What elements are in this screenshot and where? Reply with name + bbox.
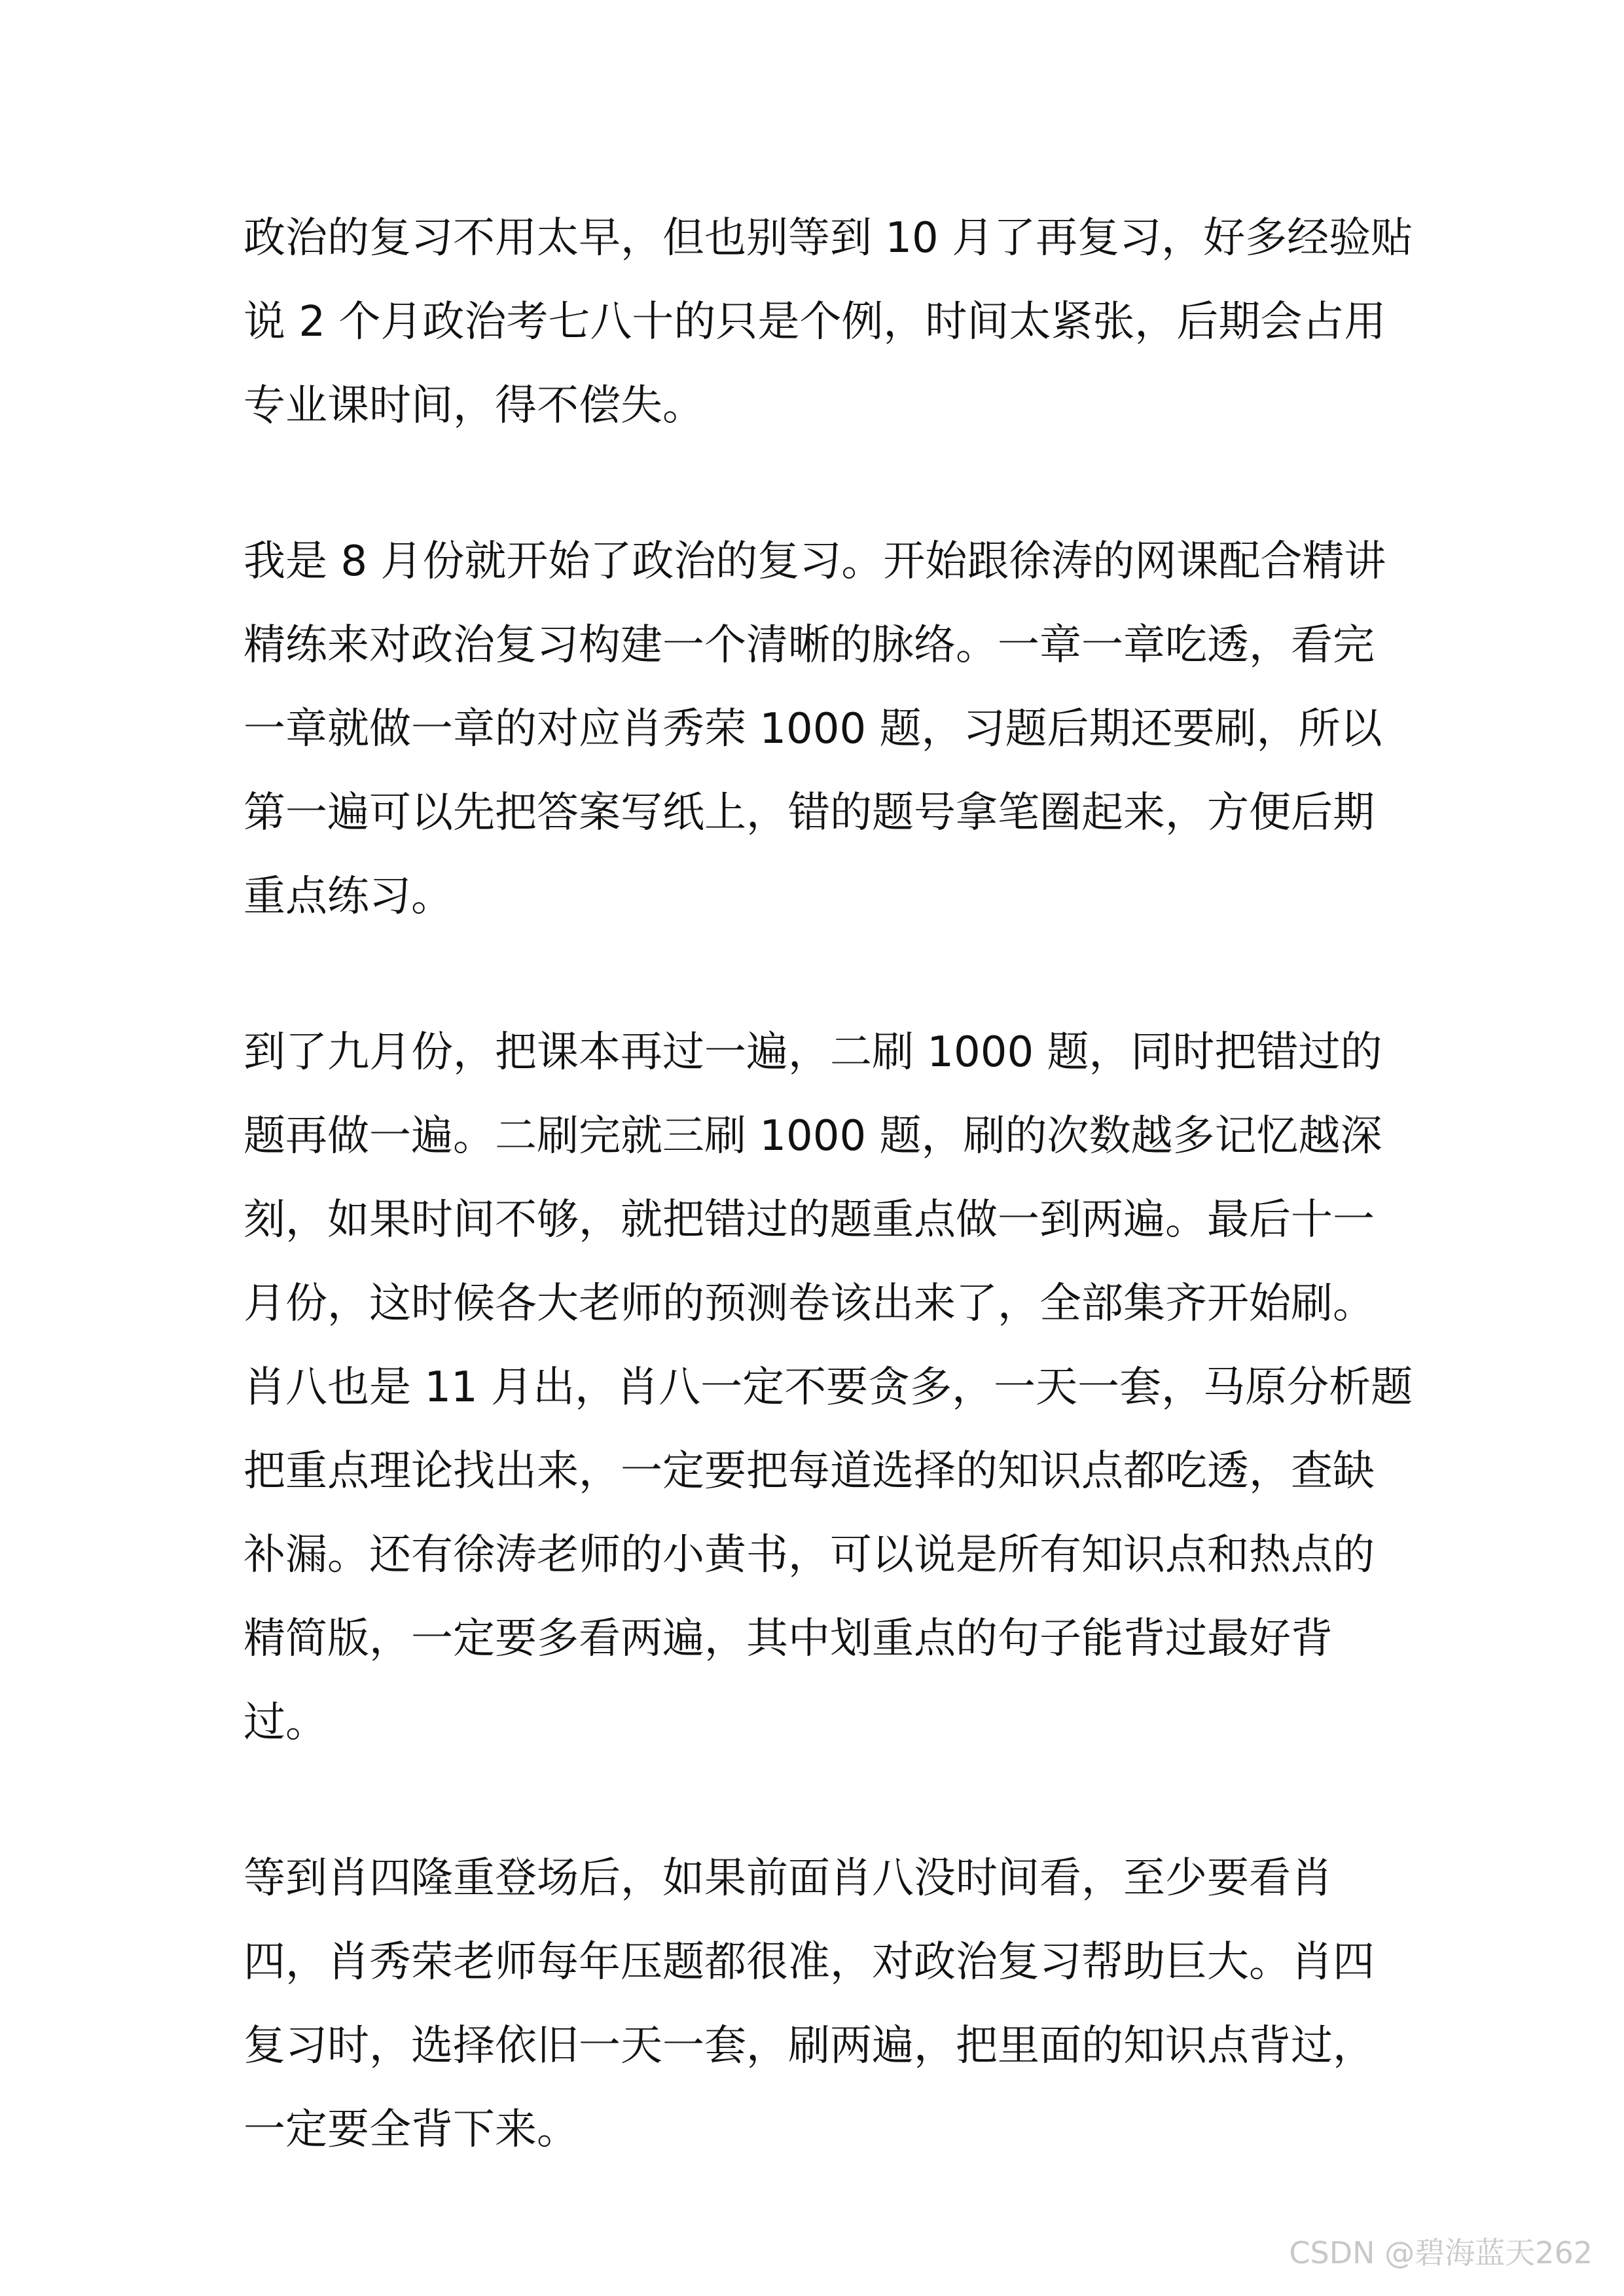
text-line: 刻，如果时间不够，就把错过的题重点做一到两遍。最后十一: [244, 1196, 1375, 1244]
paragraph-2: [244, 520, 1396, 939]
text-line: 精练来对政治复习构建一个清晰的脉络。一章一章吃透，看完: [244, 621, 1375, 670]
text-line: 第一遍可以先把答案写纸上，错的题号拿笔圈起来，方便后期: [244, 789, 1375, 837]
text-line: 等到肖四隆重登场后，如果前面肖八没时间看，至少要看肖: [244, 1854, 1333, 1903]
text-line: 到了九月份，把课本再过一遍，二刷 1000 题，同时把错过的: [244, 1028, 1382, 1077]
text-line: 专业课时间，得不偿失。: [244, 382, 704, 430]
text-line: 过。: [244, 1698, 327, 1747]
paragraph-4: [244, 1837, 1396, 2172]
text-line: 补漏。还有徐涛老师的小黄书，可以说是所有知识点和热点的: [244, 1531, 1375, 1579]
text-line: 重点练习。: [244, 872, 453, 921]
text-line: 精简版，一定要多看两遍，其中划重点的句子能背过最好背: [244, 1615, 1333, 1663]
text-line: 复习时，选择依旧一天一套，刷两遍，把里面的知识点背过，: [244, 2022, 1375, 2070]
text-line: 四，肖秀荣老师每年压题都很准，对政治复习帮助巨大。肖四: [244, 1938, 1375, 1986]
paragraph-3: [244, 1011, 1413, 1765]
text-line: 一定要全背下来。: [244, 2106, 579, 2154]
text-line: 把重点理论找出来，一定要把每道选择的知识点都吃透，查缺: [244, 1447, 1375, 1496]
paragraph-1: [244, 196, 1413, 448]
text-line: 我是 8 月份就开始了政治的复习。开始跟徐涛的网课配合精讲: [244, 537, 1386, 586]
text-line: 月份，这时候各大老师的预测卷该出来了，全部集齐开始刷。: [244, 1280, 1375, 1328]
text-line: 政治的复习不用太早，但也别等到 10 月了再复习，好多经验贴: [244, 214, 1413, 262]
text-line: 一章就做一章的对应肖秀荣 1000 题，习题后期还要刷，所以: [244, 705, 1382, 753]
watermark: CSDN @碧海蓝天262: [1289, 2235, 1593, 2270]
text-line: 肖八也是 11 月出，肖八一定不要贪多，一天一套，马原分析题: [244, 1363, 1413, 1412]
document-body: [244, 196, 1413, 2244]
text-line: 说 2 个月政治考七八十的只是个例，时间太紧张，后期会占用: [244, 298, 1386, 346]
text-line: 题再做一遍。二刷完就三刷 1000 题，刷的次数越多记忆越深: [244, 1112, 1382, 1160]
